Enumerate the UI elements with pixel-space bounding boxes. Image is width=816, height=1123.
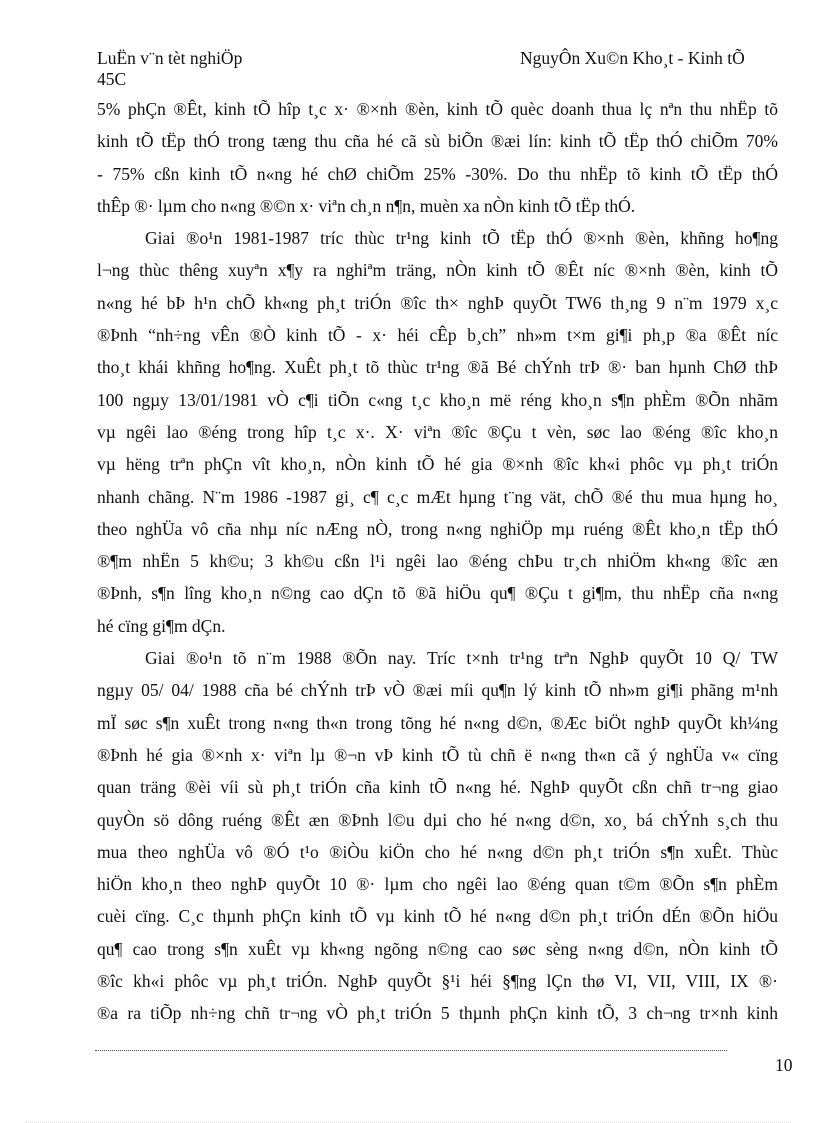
text-line: vµ hëng trªn phÇn vît kho¸n, nÒn kinh tÕ hé gia ®×nh ®îc kh«i phôc vµ ph¸t triÓn — [97, 454, 778, 475]
text-line: ®¶m nhËn 5 kh©u; 3 kh©u cßn l¹i ngêi lao ®éng chÞu tr¸ch nhiÖm kh«ng ®îc æn — [97, 551, 778, 572]
text-line: qu¶ cao trong s¶n xuÊt vµ kh«ng ngõng n©ng cao søc sèng n«ng d©n, nÒn kinh tÕ — [97, 938, 778, 959]
body-text — [97, 93, 778, 1030]
text-line: nhanh chãng. N¨m 1986 -1987 gi¸ c¶ c¸c mÆt hµng t¨ng vät, chÕ ®é thu mua hµng ho¸ — [97, 486, 778, 507]
text-line: 100 ngµy 13/01/1981 vÒ c¶i tiÕn c«ng t¸c kho¸n më réng kho¸n s¶n phÈm ®Õn nhãm — [97, 389, 778, 410]
text-line: ®Þnh hé gia ®×nh x· viªn lµ ®¬n vÞ kinh tÕ tù chñ ë n«ng th«n cã ý nghÜa v« cïng — [97, 744, 778, 765]
text-line: l¬ng thùc thêng xuyªn x¶y ra nghiªm träng, nÒn kinh tÕ ®Êt níc ®×nh ®èn, kinh tÕ — [97, 260, 778, 281]
page-number: 10 — [775, 1055, 793, 1075]
footer-divider — [95, 1050, 727, 1051]
paragraph-start-line: Giai ®o¹n tõ n¨m 1988 ®Õn nay. Tríc t×nh tr¹ng trªn NghÞ quyÕt 10 Q/ TW — [145, 648, 778, 669]
text-line: mÏ søc s¶n xuÊt trong n«ng th«n trong tõng hé n«ng d©n, ®Æc biÖt nghÞ quyÕt kh¼ng — [97, 712, 778, 733]
text-line: kinh tÕ tËp thÓ trong tæng thu cña hé cã sù biÕn ®æi lín: kinh tÕ tËp thÓ chiÕm 70% — [97, 131, 778, 152]
running-header-left — [97, 48, 242, 90]
text-line: 5% phÇn ®Êt, kinh tÕ hîp t¸c x· ®×nh ®èn, kinh tÕ quèc doanh thua lç nªn thu nhËp tõ — [97, 99, 778, 119]
text-line: ®Þnh, s¶n lîng kho¸n n©ng cao dÇn tõ ®ã hiÖu qu¶ ®Çu t gi¶m, thu nhËp cña n«ng — [97, 583, 778, 604]
paragraph-end-line: hé cïng gi¶m dÇn. — [97, 615, 226, 636]
text-line: quyÒn sö dông ruéng ®Êt æn ®Þnh l©u dµi cho hé n«ng d©n, xo¸ bá chÝnh s¸ch thu — [97, 809, 778, 830]
header-author: NguyÔn Xu©n Kho¸t - Kinh tÕ — [520, 48, 745, 68]
text-line: mua theo nghÜa vô ®Ó t¹o ®iÒu kiÖn cho hé n«ng d©n ph¸t triÓn s¶n xuÊt. Thùc — [97, 841, 778, 862]
paragraph-end-line: thÊp ®· lµm cho n«ng ®©n x· viªn ch¸n n¶n, muèn xa nÒn kinh tÕ tËp thÓ. — [97, 195, 636, 216]
text-line: vµ ngêi lao ®éng trong hîp t¸c x·. X· viªn ®îc ®Çu t vèn, søc lao ®éng ®îc kho¸n — [97, 421, 778, 442]
text-line: cuèi cïng. C¸c thµnh phÇn kinh tÕ vµ kinh tÕ hé n«ng d©n ph¸t triÓn dÉn ®Õn hiÖu — [97, 906, 778, 927]
text-line: n«ng hé bÞ h¹n chÕ kh«ng ph¸t triÓn ®îc th× nghÞ quyÕt TW6 th¸ng 9 n¨m 1979 x¸c — [97, 292, 778, 313]
paragraph-start-line: Giai ®o¹n 1981-1987 tríc thùc tr¹ng kinh tÕ tËp thÓ ®×nh ®èn, khñng ho¶ng — [145, 228, 778, 249]
text-line: quan träng ®èi víi sù ph¸t triÓn cña kinh tÕ n«ng hé. NghÞ quyÕt cßn chñ tr¬ng giao — [97, 777, 778, 798]
text-line: tho¸t khái khñng ho¶ng. XuÊt ph¸t tõ thùc tr¹ng ®ã Bé chÝnh trÞ ®· ban hµnh ChØ thÞ — [97, 357, 778, 378]
text-line: ®îc kh«i phôc vµ ph¸t triÓn. NghÞ quyÕt §¹i héi §¶ng lÇn thø VI, VII, VIII, IX ®· — [97, 971, 778, 992]
text-line: - 75% cßn kinh tÕ n«ng hé chØ chiÕm 25% -30%. Do thu nhËp tõ kinh tÕ tËp thÓ — [97, 163, 778, 184]
text-line: ngµy 05/ 04/ 1988 cña bé chÝnh trÞ vÒ ®æi míi qu¶n lý kinh tÕ nh»m gi¶i phãng m¹nh — [97, 680, 778, 701]
header-thesis-title: LuËn v¨n tèt nghiÖp — [97, 48, 243, 68]
text-line: ®Þnh “nh÷ng vÊn ®Ò kinh tÕ - x· héi cÊp b¸ch” nh»m t×m gi¶i ph¸p ®a ®Êt níc — [97, 325, 778, 346]
text-line: theo nghÜa vô cña nhµ níc nÆng nÒ, trong n«ng nghiÖp mµ ruéng ®Êt kho¸n tËp thÓ — [97, 518, 778, 539]
text-line: ®a ra tiÕp nh÷ng chñ tr¬ng vÒ ph¸t triÓn 5 thµnh phÇn kinh tÕ, 3 ch¬ng tr×nh kinh — [97, 1003, 778, 1024]
text-line: hiÖn kho¸n theo nghÞ quyÕt 10 ®· lµm cho ngêi lao ®éng quan t©m ®Õn s¶n phÈm — [97, 874, 778, 895]
header-class-code: 45C — [97, 69, 127, 89]
